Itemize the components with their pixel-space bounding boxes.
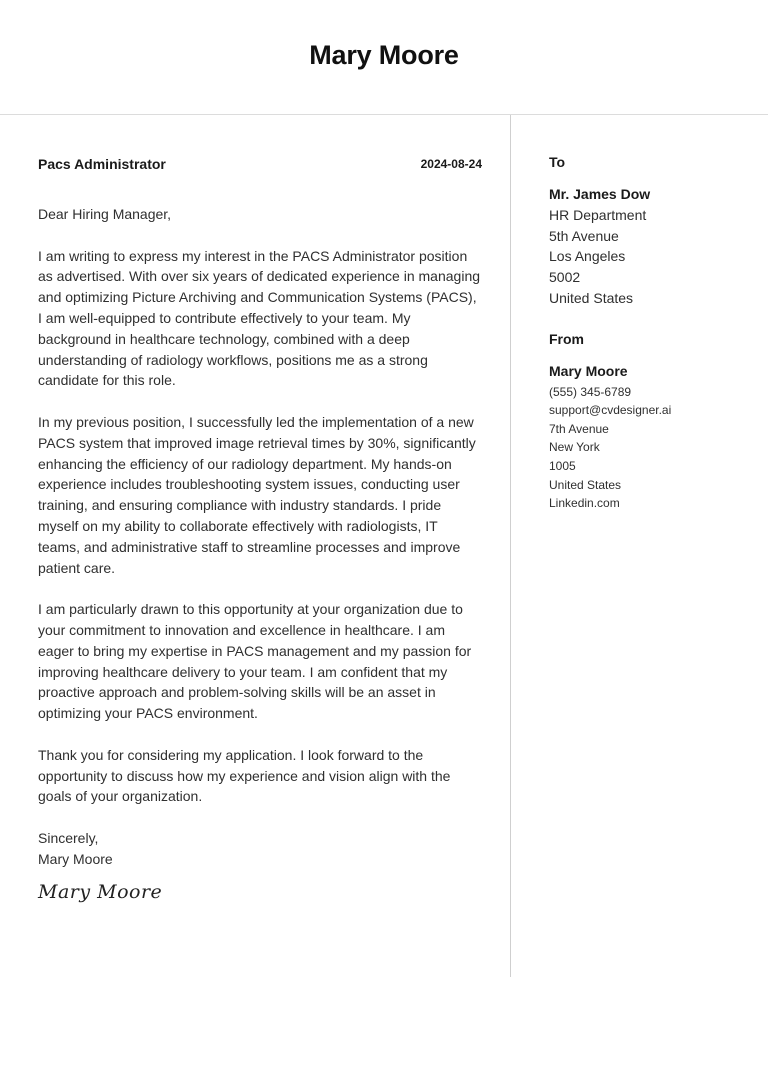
job-title: Pacs Administrator xyxy=(38,156,166,172)
recipient-block xyxy=(549,152,749,309)
sender-link: Linkedin.com xyxy=(549,496,620,511)
recipient-city: Los Angeles xyxy=(549,248,626,265)
letter-header xyxy=(0,0,768,115)
sender-street: 7th Avenue xyxy=(549,421,609,436)
address-sidebar xyxy=(549,152,749,513)
sender-email: support@cvdesigner.ai xyxy=(549,403,672,418)
sender-phone: (555) 345-6789 xyxy=(549,384,632,399)
letter-paragraph-3: I am particularly drawn to this opportunity at your organization due to your commitment to innovation and excellence in healthcare. I am eager to bring my expertise in PACS management and my passion for improving healthcare delivery to your team. I am confident that my proactive approach and problem-solving skills will be an asset in optimizing your PACS environment. xyxy=(38,601,472,722)
sender-country: United States xyxy=(549,477,622,492)
letter-meta xyxy=(38,150,482,174)
recipient-zip: 5002 xyxy=(549,269,581,286)
letter-body xyxy=(38,150,482,902)
column-divider xyxy=(510,115,511,977)
sender-zip: 1005 xyxy=(549,458,576,473)
closing-name: Mary Moore xyxy=(38,850,113,867)
recipient-name: Mr. James Dow xyxy=(549,186,651,202)
letter-paragraph-2: In my previous position, I successfully led the implementation of a new PACS system that improved image retrieval times by 30%, significantly enhancing the efficiency of our radiology department. My hands-on experience includes troubleshooting system issues, conducting user training, and ensuring compliance with industry standards. I pride myself on my ability to collaborate effectively with radiologists, IT teams, and administrative staff to streamline processes and improve patient care. xyxy=(38,413,476,576)
letter-date: 2024-08-24 xyxy=(420,157,482,171)
salutation: Dear Hiring Manager, xyxy=(38,206,172,222)
letter-paragraph-4: Thank you for considering my application. I look forward to the opportunity to discuss how my experience and vision align with the goals of your organization. xyxy=(38,746,451,805)
closing: Sincerely, xyxy=(38,829,99,846)
letter-paragraph-1: I am writing to express my interest in the PACS Administrator position as advertised. With over six years of dedicated experience in managing and optimizing Picture Archiving and Communication Systems (PACS), I am well-equipped to contribute effectively to your team. My background in healthcare technology, combined with a deep understanding of radiology workflows, positions me as a strong candidate for this role. xyxy=(38,247,481,389)
sender-name: Mary Moore xyxy=(549,362,628,379)
from-heading: From xyxy=(549,330,584,347)
sender-block xyxy=(549,329,749,513)
to-heading: To xyxy=(549,154,566,170)
recipient-street: 5th Avenue xyxy=(549,227,619,244)
handwritten-signature: Mary Moore xyxy=(38,880,163,903)
recipient-department: HR Department xyxy=(549,206,647,223)
recipient-country: United States xyxy=(549,289,634,306)
applicant-name-title: Mary Moore xyxy=(309,40,459,70)
sender-city: New York xyxy=(549,440,600,455)
